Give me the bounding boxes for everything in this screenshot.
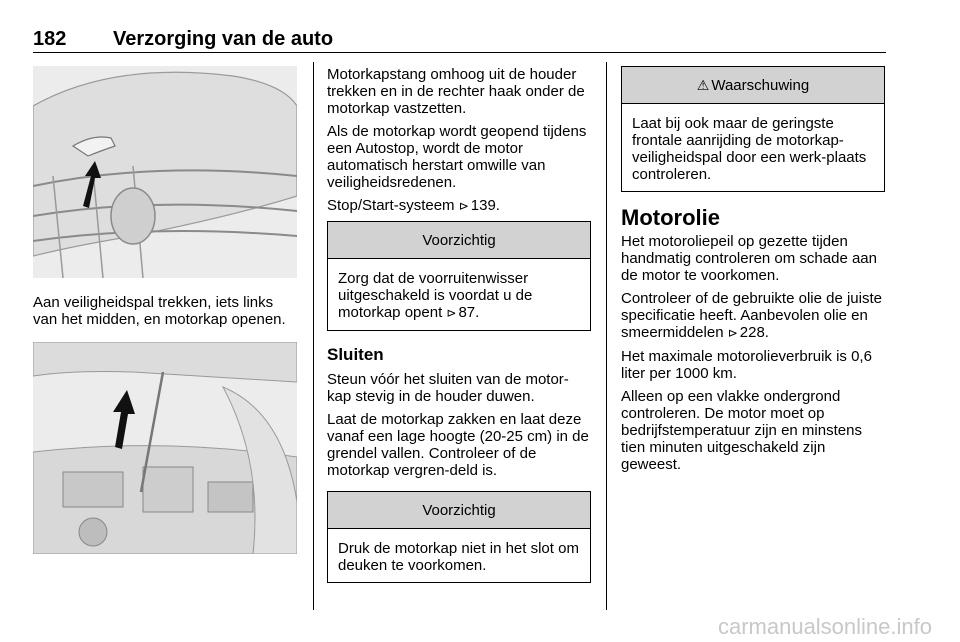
paragraph-oil-3: Het maximale motorolieverbruik is 0,6 liter per 1000 km. [621,348,872,382]
chapter-title: Verzorging van de auto [113,28,334,50]
caption-hood-release: Aan veiligheidspal trekken, iets links van het midden, en motorkap openen. [33,294,286,328]
paragraph-oil-1: Het motoroliepeil op gezette tijden handmatig controleren om schade aan de motor te voorkomen. [621,233,877,284]
caution-box-dent [327,491,591,583]
column-right [621,66,885,479]
stopstart-page[interactable]: 139. [470,197,500,214]
paragraph-sluiten-1: Steun vóór het sluiten van de motor-kap stevig in de houder duwen. [327,371,569,405]
page-ref-icon: ⊳ [458,199,469,213]
paragraph-oil-4: Alleen op een vlakke ondergrond controleren. De motor moet op bedrijfstemperatuur zijn en minstens tien minuten uitgeschakeld zijn geweest. [621,388,862,473]
watermark: carmanualsonline.info [717,614,932,639]
section-heading-motorolie: Motorolie [621,205,720,230]
caution-text-wiper: Zorg dat de voorruitenwisser uitgeschakeld is voordat u de motorkap opent ⊳ 87. [338,270,533,321]
illustration-hood-release [33,66,297,278]
caution-box-wiper [327,221,591,331]
paragraph-oil-2: Controleer of de gebruikte olie de juiste specificatie heeft. Aanbevolen olie en smeermiddelen ⊳ 228. [621,290,882,341]
warning-icon: ⚠ [696,76,710,93]
caution-title: Voorzichtig [328,492,590,529]
illustration-hood-prop [33,342,297,554]
paragraph-autostop: Als de motorkap wordt geopend tijdens een Autostop, wordt de motor automatisch herstart omwille van veiligheidsredenen. [327,123,587,191]
page-ref-icon: ⊳ [446,306,457,320]
paragraph-sluiten-2: Laat de motorkap zakken en laat deze vanaf een lage hoogte (20-25 cm) in de grendel vallen. Controleer of de motorkap vergren-deld is. [327,411,589,479]
column-divider-2 [606,62,607,610]
oil-page-ref[interactable]: 228. [739,324,769,341]
column-divider-1 [313,62,314,610]
warning-title: Waarschuwing [711,76,810,94]
column-left [33,66,299,554]
paragraph-prop-rod: Motorkapstang omhoog uit de houder trekken en in de rechter haak onder de motorkap vastzetten. [327,66,585,117]
header-rule [33,52,886,53]
warning-header [622,67,884,104]
column-middle [327,66,591,583]
warning-text: Laat bij ook maar de geringste frontale aanrijding de motorkap-veiligheidspal door een werk-plaats controleren. [632,115,867,183]
heading-sluiten: Sluiten [327,345,384,364]
page-header [33,26,886,54]
page-number: 182 [33,28,67,50]
stopstart-text: Stop/Start-systeem [327,197,455,214]
warning-box [621,66,885,192]
wiper-page-ref[interactable]: 87. [458,304,480,321]
paragraph-stopstart-ref [327,197,591,215]
caution-title: Voorzichtig [328,222,590,259]
page-ref-icon: ⊳ [727,326,738,340]
caution-text-dent: Druk de motorkap niet in het slot om deuken te voorkomen. [338,540,579,574]
